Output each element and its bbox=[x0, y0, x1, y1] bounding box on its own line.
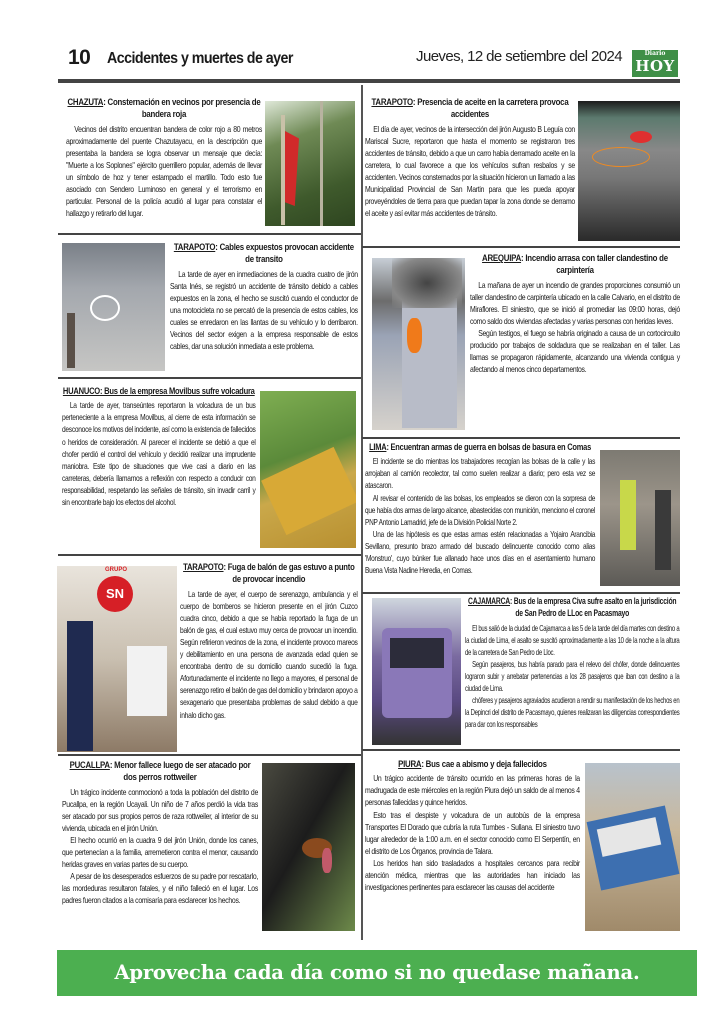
article-place: HUANUCO bbox=[62, 386, 100, 397]
article-place: PUCALLPA bbox=[69, 760, 110, 771]
article-place: CAJAMARCA bbox=[468, 596, 511, 607]
motorcycle-accident-photo bbox=[62, 243, 165, 371]
article-piura bbox=[365, 759, 580, 893]
logo-main-text: HOY bbox=[635, 57, 675, 75]
article-headline bbox=[365, 97, 575, 122]
article-paragraph: Según testigos, el fuego se habría originado a causa de un cortocircuito producido por trabajos de soldadura que se realizaban en el taller. Las llamas se propagaron rápidamente, alcanzando una vivienda contigua y afectando al menos cinco departamentos. bbox=[470, 327, 680, 375]
footer-slogan-banner: Aprovecha cada día como si no quedase mañana. bbox=[57, 950, 697, 996]
article-place: TARAPOTO bbox=[173, 242, 216, 253]
article-paragraph: La tarde de ayer, el cuerpo de serenazgo, ambulancia y el cuerpo de bomberos se hicieron presente en el jirón Cuzco cuadra cinco, debido a que se había reportado la fuga de un balón de gas, el cual estuvo muy cerca de provocar un incendio. Según refirieron vecinos de la zona, el incidente provoco mareos y debilitamiento en una persona de avanzada edad quien se encontraba dentro de su domicilio cuando sucedió la fuga. Afortunadamente el incidente no llego a mayores, el personal de serenazgo retiro el balón de gas del domicilio y brindaron apoyo a sexagenario que presentaba problemas de salud debido a que inhalo dicho gas. bbox=[180, 588, 358, 720]
article-lima bbox=[365, 442, 595, 576]
article-arequipa bbox=[470, 253, 680, 375]
divider bbox=[58, 754, 361, 756]
civa-bus-photo bbox=[372, 598, 461, 745]
page-number: 10 bbox=[68, 46, 91, 69]
divider bbox=[362, 592, 680, 594]
police-garbage-photo bbox=[600, 450, 680, 586]
article-paragraph: El bus salió de la ciudad de Cajamarca a las 5 de la tarde del día martes con destino a la ciudad de Lima, el asalto se suscitó aproximadamente a las 10 de la noche a la altura de la carretera de San Pedro de Lloc. bbox=[465, 622, 680, 657]
article-place: TARAPOTO bbox=[183, 562, 224, 573]
article-title: : Incendio arrasa con taller clandestino de carpintería bbox=[521, 253, 668, 277]
article-paragraph: chóferes y pasajeros agraviados acudieron a rendir su manifestación de los hechos en la Depincri del distrito de Pacasmayo, quienes realizaran las diligencias correspondientes para dar con los responsables bbox=[465, 695, 680, 730]
article-paragraph: Los heridos han sido trasladados a hospitales cercanos para recibir atención médica, mientras que las autoridades han iniciado las investigaciones pertinentes para esclarecer las causas del accidente bbox=[365, 857, 580, 893]
article-headline bbox=[465, 596, 679, 621]
article-chazuta bbox=[66, 97, 262, 219]
sn-grupo-text: GRUPO bbox=[105, 567, 128, 573]
article-paragraph: Según pasajeros, bus habría parado para el relevo del chófer, donde delincuentes lograron subir y arrebatar pertenencias a los 28 pasajeros que iban con destino a la ciudad de Lima. bbox=[465, 658, 680, 694]
article-tarapoto-gas bbox=[180, 562, 358, 721]
divider bbox=[362, 246, 680, 248]
logo-small-text: Diario bbox=[644, 50, 666, 57]
article-paragraph: A pesar de los desesperados esfuerzos de su padre por rescatarlo, las mordeduras resultaron fatales, y el niño falleció en el lugar. Los padres fueron citados a la comisaría para esclarecer los hechos. bbox=[62, 871, 258, 906]
article-title: : Fuga de balón de gas estuvo a punto de provocar incendio bbox=[223, 562, 355, 586]
article-title: : Bus de la empresa Civa sufre asalto en la jurisdicción de San Pedro de LLoc en Pacasmayo bbox=[510, 596, 677, 620]
red-flag-photo bbox=[265, 101, 355, 226]
article-headline bbox=[365, 759, 580, 771]
overturned-bus-photo bbox=[260, 391, 356, 548]
article-paragraph: La tarde de ayer en inmediaciones de la cuadra cuatro de jirón Santa Inés, se registró un accidente de tránsito debido a cables expuestos en la zona, el hecho se suscitó cuando el conductor de una motocicleta no se percató de la presencia de estos cables, los cuales se enredaron en las llantas de su vehículo y lo derribaron. Vecinos del sector exigen a la empresa responsable de estos cables, dar una solución inmediata a este problema. bbox=[170, 268, 358, 352]
divider bbox=[58, 554, 361, 556]
article-place: PIURA bbox=[398, 759, 422, 770]
article-paragraph: El hecho ocurrió en la cuadra 9 del jirón Unión, donde los canes, que pertenecían a la familia, arremetieron contra el menor, causando heridas graves en varias partes de su cuerpo. bbox=[62, 834, 258, 870]
bus-crash-photo bbox=[585, 763, 680, 931]
divider bbox=[58, 377, 361, 379]
article-tarapoto-aceite bbox=[365, 97, 575, 219]
article-headline bbox=[470, 253, 680, 278]
article-huanuco bbox=[62, 386, 256, 508]
article-paragraph: La mañana de ayer un incendio de grandes proporciones consumió un taller clandestino de carpintería ubicado en la calle Calvario, en el distrito de Miraflores. El siniestro, que se inició al promediar las 09:00 horas, dejó como saldo dos viviendas afectadas y varias personas con heridas leves. bbox=[470, 279, 680, 326]
article-title: : Consternación en vecinos por presencia de bandera roja bbox=[103, 97, 261, 121]
rottweiler-photo bbox=[262, 763, 355, 931]
article-paragraph: Una de las hipótesis es que estas armas estén relacionadas a Yojairo Arancibia Sevillano, presunto brazo armado del buscado delincuente conocido como alias 'Monstruo', cuyo búnker fue allanado hace unos días en el asentamiento humano Buena Vista Nadine Heredia, en Comas. bbox=[365, 528, 596, 576]
oil-road-photo bbox=[578, 101, 680, 241]
workshop-fire-photo bbox=[372, 258, 465, 430]
article-headline bbox=[365, 442, 595, 454]
article-paragraph: La tarde de ayer, transeúntes reportaron la volcadura de un bus perteneciente a la empresa Movilbus, al cierre de esta información se desconoce los motivos del incidente, así como la existencia de fallecidos o heridos de consideración. Al parecer el incidente se debió a que el chofer perdió el control del vehículo y decidió realizar una imprudente maniobra. Este tipo de situaciones que vive casi a diario en las carreteras, debería llamarnos a reflexión con respecto a conducir con responsabilidad, respetando las señales de tránsito, sin invadir carril y sin encontrarle bajo los efectos del alcohol. bbox=[62, 400, 256, 508]
article-title: : Presencia de aceite en la carretera provoca accidentes bbox=[412, 97, 569, 121]
article-title: : Bus de la empresa Movilbus sufre volcadura bbox=[99, 386, 255, 397]
article-cajamarca bbox=[465, 596, 679, 730]
article-tarapoto-cables bbox=[170, 242, 358, 352]
article-paragraph: Un trágico incidente conmocionó a toda la población del distrito de Pucallpa, en la región Ucayali. Un niño de 7 años perdió la vida tras ser atacado por sus propios perros de raza rottweiler, al interior de su vivienda, ubicada en el jirón Unión. bbox=[62, 786, 258, 833]
article-paragraph: El incidente se dio mientras los trabajadores recogían las bolsas de la calle y las arrojaban al camión recolector, tal como suelen realizar a diario; pero esta vez se atascaron. bbox=[365, 456, 596, 491]
article-headline bbox=[62, 760, 258, 785]
column-divider bbox=[361, 85, 363, 940]
article-paragraph: Un trágico accidente de tránsito ocurrido en las primeras horas de la madrugada de este miércoles en la región Piura dejó un saldo de al menos 4 personas fallecidas y quince heridos. bbox=[365, 773, 580, 808]
article-title: : Bus cae a abismo y deja fallecidos bbox=[421, 759, 547, 770]
article-headline bbox=[170, 242, 358, 267]
article-paragraph: Esto tras el despiste y volcadura de un autobús de la empresa Transportes El Dorado que cubría la ruta Tumbes - Sullana. El siniestro tuvo lugar alrededor de la 1:00 a.m. en el sector conocido como El Serpentín, en el distrito de Los Órganos, provincia de Talara. bbox=[365, 809, 580, 856]
article-paragraph: Al revisar el contenido de las bolsas, los empleados se dieron con la sorpresa de que había dos armas de largo alcance, abastecidas con munición, menciono el coronel PNP Antonio Lamadrid, jefe de la División Policial Norte 2. bbox=[365, 492, 596, 527]
section-title: Accidentes y muertes de ayer bbox=[107, 50, 293, 67]
article-title: : Menor fallece luego de ser atacado por dos perros rottweiler bbox=[109, 760, 251, 784]
header-rule bbox=[58, 79, 680, 83]
article-place: AREQUIPA bbox=[482, 253, 522, 264]
article-place: LIMA bbox=[369, 442, 387, 453]
gas-leak-photo bbox=[57, 566, 177, 752]
article-place: CHAZUTA bbox=[67, 97, 104, 108]
diario-hoy-logo bbox=[632, 50, 678, 77]
article-headline bbox=[180, 562, 358, 587]
article-paragraph: Vecinos del distrito encuentran bandera de color rojo a 80 metros aproximadamente del puente Chazutayacu, en la descripción que presentaba la bandera se logra observar un mensaje que decía: "Muerte a los Soplones" ejército guerrillero popular, además de llevar un símbolo de hoz y tener estampado el martillo. Todo esto fue asociado con Sendero Luminoso en general y el terrorismo en particular. Personal de la policía acudió al lugar para constatar el hallazgo y retirarlo del lugar. bbox=[66, 123, 262, 219]
article-paragraph: El día de ayer, vecinos de la intersección del jirón Augusto B Leguía con Mariscal Sucre, reportaron que hasta el momento se registraron tres accidentes de tránsito, debido a que un carro había derramado aceite en la carretera, lo cual favorece a que los vehículos sufran resbalos y se accidenten. Vecinos consternados por la situación hicieron un llamado a las Municipalidad Provincial de San Martin para que les pueda apoyar proveyéndoles de tierra para que puedan tapar la zona donde se derramo el aceite y así evitar más accidentes de tránsito. bbox=[365, 123, 575, 219]
article-title: : Encuentran armas de guerra en bolsas de basura en Comas bbox=[386, 442, 592, 453]
article-title: : Cables expuestos provocan accidente de transito bbox=[215, 242, 354, 266]
divider bbox=[362, 437, 680, 439]
divider bbox=[58, 233, 361, 235]
article-headline bbox=[66, 97, 262, 122]
article-place: TARAPOTO bbox=[371, 97, 413, 108]
article-headline bbox=[62, 386, 256, 398]
divider bbox=[362, 749, 680, 751]
sn-logo: SN bbox=[97, 576, 133, 612]
article-pucallpa bbox=[62, 760, 258, 907]
issue-date: Jueves, 12 de setiembre del 2024 bbox=[416, 48, 622, 65]
